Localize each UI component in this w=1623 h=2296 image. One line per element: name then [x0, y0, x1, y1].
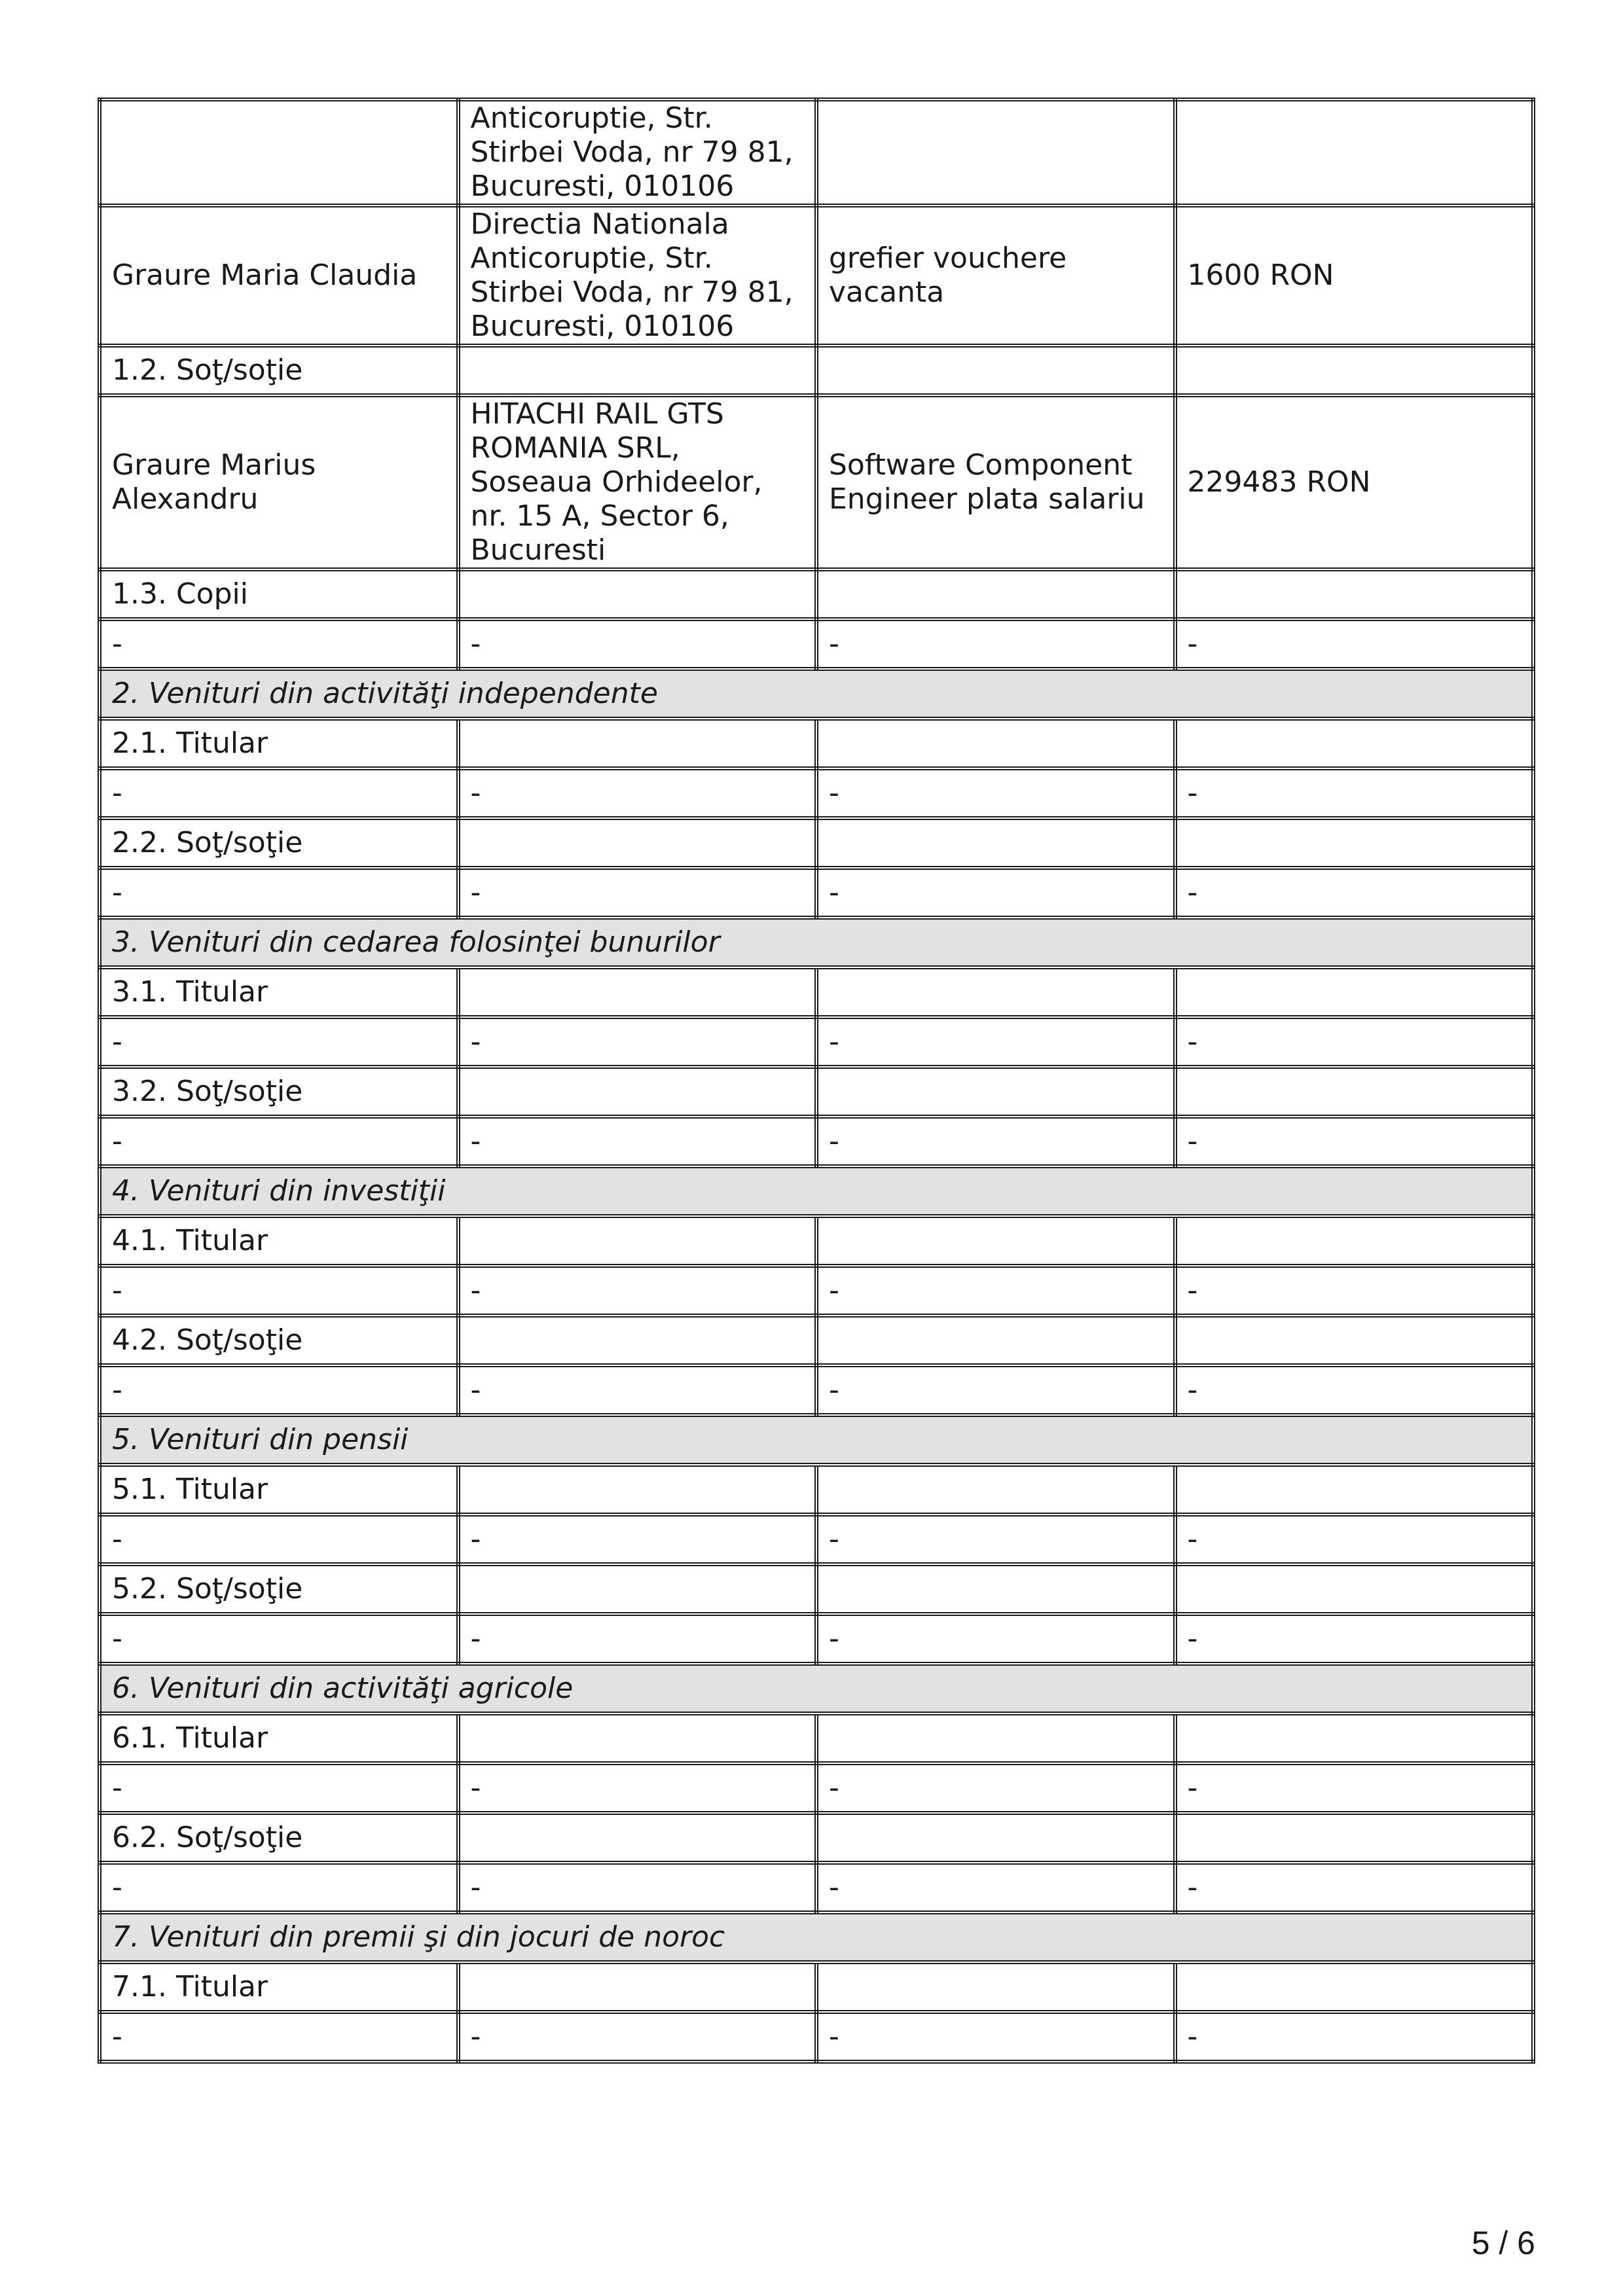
table-cell: 229483 RON	[1175, 395, 1534, 569]
table-cell: -	[1175, 1763, 1534, 1813]
table-cell: -	[458, 1863, 817, 1912]
table-row	[100, 719, 1533, 768]
section-title: 6. Venituri din activităţi agricole	[100, 1664, 1533, 1713]
section-title: 4. Venituri din investiţii	[100, 1166, 1533, 1216]
table-cell: -	[1175, 1117, 1534, 1166]
table-cell	[458, 1067, 817, 1117]
table-cell: -	[458, 1017, 817, 1067]
table-cell: -	[458, 619, 817, 669]
table-row	[100, 206, 1533, 346]
table-cell: 4.1. Titular	[100, 1216, 458, 1266]
table-cell	[816, 1216, 1175, 1266]
income-table-body	[100, 99, 1533, 2062]
table-cell: -	[100, 1863, 458, 1912]
table-cell	[1175, 1316, 1534, 1365]
table-row	[100, 1863, 1533, 1912]
table-cell	[816, 1813, 1175, 1863]
table-cell: 6.1. Titular	[100, 1713, 458, 1763]
table-cell: 1.2. Soţ/soţie	[100, 346, 458, 395]
table-row	[100, 1067, 1533, 1117]
table-cell: 5.1. Titular	[100, 1465, 458, 1515]
table-cell: -	[1175, 1863, 1534, 1912]
table-row	[100, 1365, 1533, 1415]
table-cell	[816, 1713, 1175, 1763]
table-cell	[458, 967, 817, 1017]
section-title: 5. Venituri din pensii	[100, 1415, 1533, 1465]
table-cell: Directia Nationala Anticoruptie, Str. Stirbei Voda, nr 79 81, Bucuresti, 010106	[458, 206, 817, 346]
table-cell: 1.3. Copii	[100, 569, 458, 619]
table-cell: Graure Marius Alexandru	[100, 395, 458, 569]
table-cell: -	[458, 2012, 817, 2062]
table-row	[100, 1216, 1533, 1266]
table-cell	[100, 99, 458, 206]
income-table	[98, 98, 1535, 2064]
table-cell: 6.2. Soţ/soţie	[100, 1813, 458, 1863]
table-cell: -	[100, 1515, 458, 1564]
table-cell: 7.1. Titular	[100, 1962, 458, 2012]
table-cell	[816, 818, 1175, 868]
table-cell: HITACHI RAIL GTS ROMANIA SRL, Soseaua Orhideelor, nr. 15 A, Sector 6, Bucuresti	[458, 395, 817, 569]
section-header-row	[100, 1912, 1533, 1962]
table-cell: -	[458, 1614, 817, 1664]
table-row	[100, 768, 1533, 818]
table-cell	[816, 1465, 1175, 1515]
table-row	[100, 1515, 1533, 1564]
table-cell	[816, 1564, 1175, 1614]
table-cell	[458, 1962, 817, 2012]
table-row	[100, 967, 1533, 1017]
table-cell	[816, 719, 1175, 768]
table-cell	[458, 1316, 817, 1365]
table-cell	[1175, 1564, 1534, 1614]
table-cell: -	[1175, 1017, 1534, 1067]
table-cell: -	[816, 1266, 1175, 1316]
table-row	[100, 99, 1533, 206]
table-cell: -	[458, 1763, 817, 1813]
table-row	[100, 1813, 1533, 1863]
table-cell: -	[1175, 2012, 1534, 2062]
table-cell	[458, 1713, 817, 1763]
table-cell	[816, 346, 1175, 395]
table-row	[100, 1614, 1533, 1664]
table-cell	[816, 99, 1175, 206]
table-cell: -	[816, 1614, 1175, 1664]
table-cell: -	[816, 619, 1175, 669]
table-row	[100, 1316, 1533, 1365]
table-row	[100, 1465, 1533, 1515]
table-cell	[1175, 1216, 1534, 1266]
section-title: 3. Venituri din cedarea folosinţei bunurilor	[100, 918, 1533, 967]
section-header-row	[100, 918, 1533, 967]
table-row	[100, 619, 1533, 669]
table-row	[100, 818, 1533, 868]
table-row	[100, 1266, 1533, 1316]
table-row	[100, 346, 1533, 395]
table-cell: -	[1175, 1515, 1534, 1564]
table-cell	[458, 346, 817, 395]
table-cell: 4.2. Soţ/soţie	[100, 1316, 458, 1365]
table-row	[100, 1564, 1533, 1614]
table-cell: -	[100, 1017, 458, 1067]
table-cell: -	[100, 768, 458, 818]
table-cell: Software Component Engineer plata salariu	[816, 395, 1175, 569]
table-cell: grefier vouchere vacanta	[816, 206, 1175, 346]
table-cell: -	[816, 1017, 1175, 1067]
table-cell	[458, 1564, 817, 1614]
table-cell	[1175, 99, 1534, 206]
table-cell: -	[1175, 1266, 1534, 1316]
table-row	[100, 1117, 1533, 1166]
table-cell: 1600 RON	[1175, 206, 1534, 346]
table-cell: -	[816, 868, 1175, 918]
table-row	[100, 2012, 1533, 2062]
table-cell	[1175, 346, 1534, 395]
table-cell	[1175, 1813, 1534, 1863]
section-header-row	[100, 1166, 1533, 1216]
table-cell: 2.1. Titular	[100, 719, 458, 768]
table-cell	[816, 967, 1175, 1017]
table-cell: -	[816, 1763, 1175, 1813]
table-cell	[1175, 818, 1534, 868]
table-cell: -	[458, 1365, 817, 1415]
table-cell: -	[100, 1266, 458, 1316]
table-cell	[458, 818, 817, 868]
section-title: 7. Venituri din premii şi din jocuri de noroc	[100, 1912, 1533, 1962]
table-cell: -	[100, 1365, 458, 1415]
table-cell: -	[1175, 1614, 1534, 1664]
table-cell	[1175, 1067, 1534, 1117]
table-cell: -	[1175, 768, 1534, 818]
table-cell: -	[458, 1515, 817, 1564]
table-cell: -	[816, 1515, 1175, 1564]
table-cell: 2.2. Soţ/soţie	[100, 818, 458, 868]
table-cell	[816, 569, 1175, 619]
table-cell	[458, 569, 817, 619]
table-row	[100, 1962, 1533, 2012]
table-cell	[1175, 569, 1534, 619]
table-cell	[816, 1067, 1175, 1117]
table-cell: -	[458, 1266, 817, 1316]
table-cell: Graure Maria Claudia	[100, 206, 458, 346]
table-row	[100, 1763, 1533, 1813]
table-cell	[458, 719, 817, 768]
table-cell	[458, 1465, 817, 1515]
table-cell: -	[1175, 619, 1534, 669]
table-cell: -	[100, 1117, 458, 1166]
section-title: 2. Venituri din activităţi independente	[100, 669, 1533, 719]
table-row	[100, 1017, 1533, 1067]
table-cell: -	[458, 768, 817, 818]
table-cell: -	[100, 1614, 458, 1664]
table-cell	[1175, 1465, 1534, 1515]
table-row	[100, 569, 1533, 619]
page-number: 5 / 6	[1471, 2225, 1535, 2261]
table-cell: -	[816, 768, 1175, 818]
section-header-row	[100, 1415, 1533, 1465]
table-cell: 3.2. Soţ/soţie	[100, 1067, 458, 1117]
table-cell: -	[100, 868, 458, 918]
table-cell	[816, 1962, 1175, 2012]
table-cell	[1175, 967, 1534, 1017]
section-header-row	[100, 669, 1533, 719]
table-cell: -	[100, 619, 458, 669]
table-cell: -	[1175, 1365, 1534, 1415]
table-cell	[1175, 719, 1534, 768]
table-cell	[1175, 1962, 1534, 2012]
table-row	[100, 1713, 1533, 1763]
table-cell: -	[816, 1863, 1175, 1912]
table-cell	[458, 1216, 817, 1266]
table-cell	[816, 1316, 1175, 1365]
table-row	[100, 868, 1533, 918]
table-cell: -	[816, 1117, 1175, 1166]
table-cell: -	[1175, 868, 1534, 918]
table-cell: -	[816, 1365, 1175, 1415]
table-cell: 5.2. Soţ/soţie	[100, 1564, 458, 1614]
table-cell: Anticoruptie, Str. Stirbei Voda, nr 79 81, Bucuresti, 010106	[458, 99, 817, 206]
table-cell	[1175, 1713, 1534, 1763]
table-cell: 3.1. Titular	[100, 967, 458, 1017]
table-cell	[458, 1813, 817, 1863]
table-cell: -	[816, 2012, 1175, 2062]
table-row	[100, 395, 1533, 569]
table-cell: -	[100, 1763, 458, 1813]
table-cell: -	[100, 2012, 458, 2062]
table-cell: -	[458, 1117, 817, 1166]
section-header-row	[100, 1664, 1533, 1713]
table-cell: -	[458, 868, 817, 918]
